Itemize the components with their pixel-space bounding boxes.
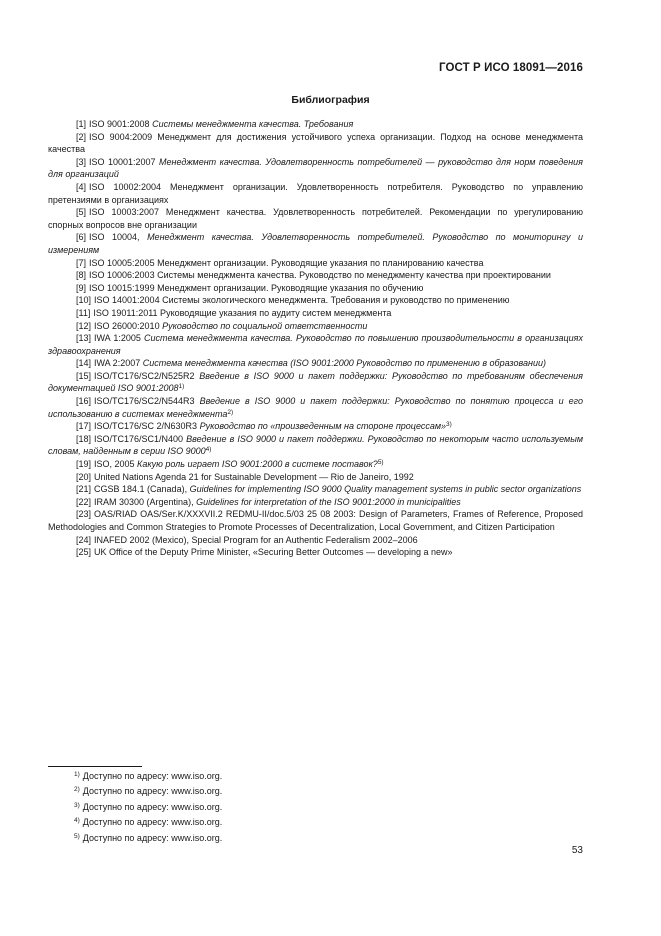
reference-text: ISO 26000:2010 — [94, 320, 163, 331]
reference-item — [48, 282, 583, 295]
reference-number: [12] — [76, 320, 92, 331]
reference-text: Руководство по социальной ответственности — [162, 320, 368, 331]
reference-text: ISO/TC176/SC 2/N630R3 — [94, 421, 200, 432]
reference-item — [48, 156, 583, 181]
reference-item — [48, 231, 583, 256]
reference-text: ISO 9001:2008 — [89, 119, 153, 129]
footnote-text: Доступно по адресу: www.iso.org. — [82, 786, 223, 797]
reference-number: [10] — [76, 295, 92, 306]
reference-number: [14] — [76, 358, 92, 369]
footnote-mark: 2) — [74, 786, 80, 794]
reference-number: [2] — [76, 131, 87, 142]
reference-item — [48, 294, 583, 307]
reference-number: [20] — [76, 471, 92, 482]
reference-item — [48, 257, 583, 270]
footnote-marker: 2) — [227, 408, 234, 416]
reference-text: ISO 10002:2004 Менеджмент организации. Удовлетворенность потребителя. Руководство по управлению претензиями в организациях — [48, 181, 583, 205]
reference-text: ISO/TC176/SC1/N400 — [94, 433, 187, 444]
reference-text: Руководство по «произведенным на стороне процессам» — [199, 421, 447, 432]
document-code: ГОСТ Р ИСО 18091—2016 — [438, 62, 583, 74]
reference-number: [3] — [76, 156, 87, 167]
reference-number: [7] — [76, 257, 87, 268]
reference-text: ISO/TC176/SC2/N544R3 — [94, 396, 200, 407]
reference-item — [48, 131, 583, 156]
footnote-marker: 5) — [377, 459, 384, 467]
footnote-marker: 4) — [205, 446, 212, 454]
reference-item — [48, 508, 583, 533]
reference-number: [13] — [76, 333, 92, 344]
reference-text: ISO 10003:2007 Менеджмент качества. Удовлетворенность потребителей. Рекомендации по урегулированию спорных вопросов вне организации — [48, 207, 583, 230]
footnote-text: Доступно по адресу: www.iso.org. — [82, 771, 223, 781]
reference-text: ISO 19011:2011 Руководящие указания по аудиту систем менеджмента — [93, 307, 392, 318]
reference-text: Введение в ISO 9000 и пакет поддержки: Руководство по понятию процесса и его использованию в системах менеджмента — [48, 396, 583, 419]
footnote-mark: 5) — [74, 832, 80, 840]
reference-text: ISO 10006:2003 Системы менеджмента качества. Руководство по менеджменту качества при проектировании — [89, 270, 551, 281]
reference-number: [15] — [76, 370, 92, 381]
reference-text: ISO 10005:2005 Менеджмент организации. Руководящие указания по планированию качества — [89, 257, 484, 268]
reference-item — [48, 546, 583, 559]
reference-number: [6] — [76, 232, 87, 243]
reference-text: United Nations Agenda 21 for Sustainable Development — Rio de Janeiro, 1992 — [94, 471, 414, 482]
reference-item — [48, 206, 583, 231]
reference-number: [1] — [76, 119, 87, 129]
reference-text: Менеджмент качества. Удовлетворенность потребителей. Руководство по мониторингу и измерениям — [48, 232, 583, 255]
reference-text: Какую роль играет ISO 9001:2000 в системе поставок? — [137, 459, 378, 470]
reference-number: [8] — [76, 270, 87, 281]
reference-item — [48, 458, 583, 471]
footnote-item — [74, 769, 222, 784]
reference-item — [48, 534, 583, 547]
footnote-text: Доступно по адресу: www.iso.org. — [82, 817, 223, 828]
reference-number: [24] — [76, 534, 92, 545]
reference-text: Введение в ISO 9000 и пакет поддержки: Руководство по требованиям обеспечения документацией ISO 9001:2008 — [48, 370, 583, 394]
reference-item — [48, 370, 583, 395]
reference-text: Менеджмент качества. Удовлетворенность потребителей — руководство для норм поведения для организаций — [48, 156, 583, 180]
bibliography-title: Библиография — [291, 94, 370, 106]
reference-item — [48, 420, 583, 433]
reference-text: UK Office of the Deputy Prime Minister, «Securing Better Outcomes — developing a new» — [94, 547, 453, 558]
footnote-item — [74, 784, 222, 799]
footnote-text: Доступно по адресу: www.iso.org. — [82, 801, 223, 812]
reference-text: CGSB 184.1 (Canada), — [94, 484, 190, 495]
footnote-text: Доступно по адресу: www.iso.org. — [82, 832, 223, 843]
reference-item — [48, 471, 583, 484]
reference-item — [48, 496, 583, 509]
reference-text: IWA 2:2007 — [94, 358, 143, 369]
reference-text: ISO 10001:2007 — [89, 156, 160, 167]
reference-text: Система менеджмента качества (ISO 9001:2000 Руководство по применению в образовании) — [142, 358, 546, 369]
reference-item — [48, 320, 583, 333]
reference-item — [48, 307, 583, 320]
reference-text: ISO 14001:2004 Системы экологического менеджмента. Требования и руководство по применению — [94, 295, 510, 306]
reference-item — [48, 269, 583, 282]
bibliography-list — [48, 118, 583, 559]
reference-text: ISO, 2005 — [94, 459, 138, 470]
reference-item — [48, 181, 583, 206]
footnote-mark: 4) — [74, 817, 80, 825]
reference-text: INAFED 2002 (Mexico), Special Program for an Authentic Federalism 2002–2006 — [94, 534, 418, 545]
footnote-mark: 3) — [74, 801, 80, 809]
reference-number: [16] — [76, 396, 92, 407]
reference-text: ISO/TC176/SC2/N525R2 — [94, 370, 200, 381]
footnote-marker: 1) — [178, 383, 185, 391]
reference-item — [48, 118, 583, 131]
reference-item — [48, 433, 583, 458]
reference-number: [25] — [76, 547, 92, 558]
reference-text: Система менеджмента качества. Руководство по повышению производительности в организациях здравоохранения — [48, 333, 583, 356]
reference-number: [5] — [76, 207, 87, 218]
footnote-item — [74, 831, 222, 846]
reference-number: [17] — [76, 421, 92, 432]
reference-number: [11] — [76, 307, 91, 318]
footnote-item — [74, 800, 222, 815]
reference-text: Введение в ISO 9000 и пакет поддержки. Руководство по некоторым часто используемым словам, найденным в серии ISO 9000 — [48, 433, 583, 457]
reference-item — [48, 332, 583, 357]
reference-number: [4] — [76, 181, 87, 192]
page-number: 53 — [571, 845, 583, 856]
reference-text: ISO 10004, — [89, 232, 148, 243]
reference-text: Системы менеджмента качества. Требования — [152, 119, 354, 129]
reference-item — [48, 483, 583, 496]
reference-text: Guidelines for implementing ISO 9000 Quality management systems in public sector organizations — [189, 484, 582, 495]
reference-text: OAS/RIAD OAS/Ser.K/XXXVII.2 REDMU-II/doc.5/03 25 08 2003: Design of Parameters, Frames of Reference, Proposed Methodologies and Common Strategies to Promote Processes of Decentralization, Local Government, and Citizen Participation — [48, 509, 583, 532]
footnote-marker: 3) — [446, 421, 452, 429]
footnote-mark: 1) — [74, 771, 80, 778]
reference-item — [48, 395, 583, 420]
reference-text: Guidelines for interpretation of the ISO 9001:2000 in municipalities — [196, 496, 461, 507]
reference-number: [18] — [76, 433, 92, 444]
reference-text: ISO 9004:2009 Менеджмент для достижения устойчивого успеха организации. Подход на основе менеджмента качества — [48, 131, 583, 155]
reference-number: [21] — [76, 484, 92, 495]
footnote-divider — [48, 766, 142, 767]
reference-number: [22] — [76, 496, 92, 507]
reference-number: [9] — [76, 282, 87, 293]
reference-text: IRAM 30300 (Argentina), — [94, 496, 197, 507]
reference-number: [19] — [76, 459, 92, 470]
footnotes-list — [74, 769, 222, 846]
footnote-item — [74, 815, 222, 830]
reference-text: IWA 1:2005 — [94, 333, 144, 344]
reference-number: [23] — [76, 509, 92, 520]
reference-item — [48, 357, 583, 370]
reference-text: ISO 10015:1999 Менеджмент организации. Руководящие указания по обучению — [89, 282, 424, 293]
